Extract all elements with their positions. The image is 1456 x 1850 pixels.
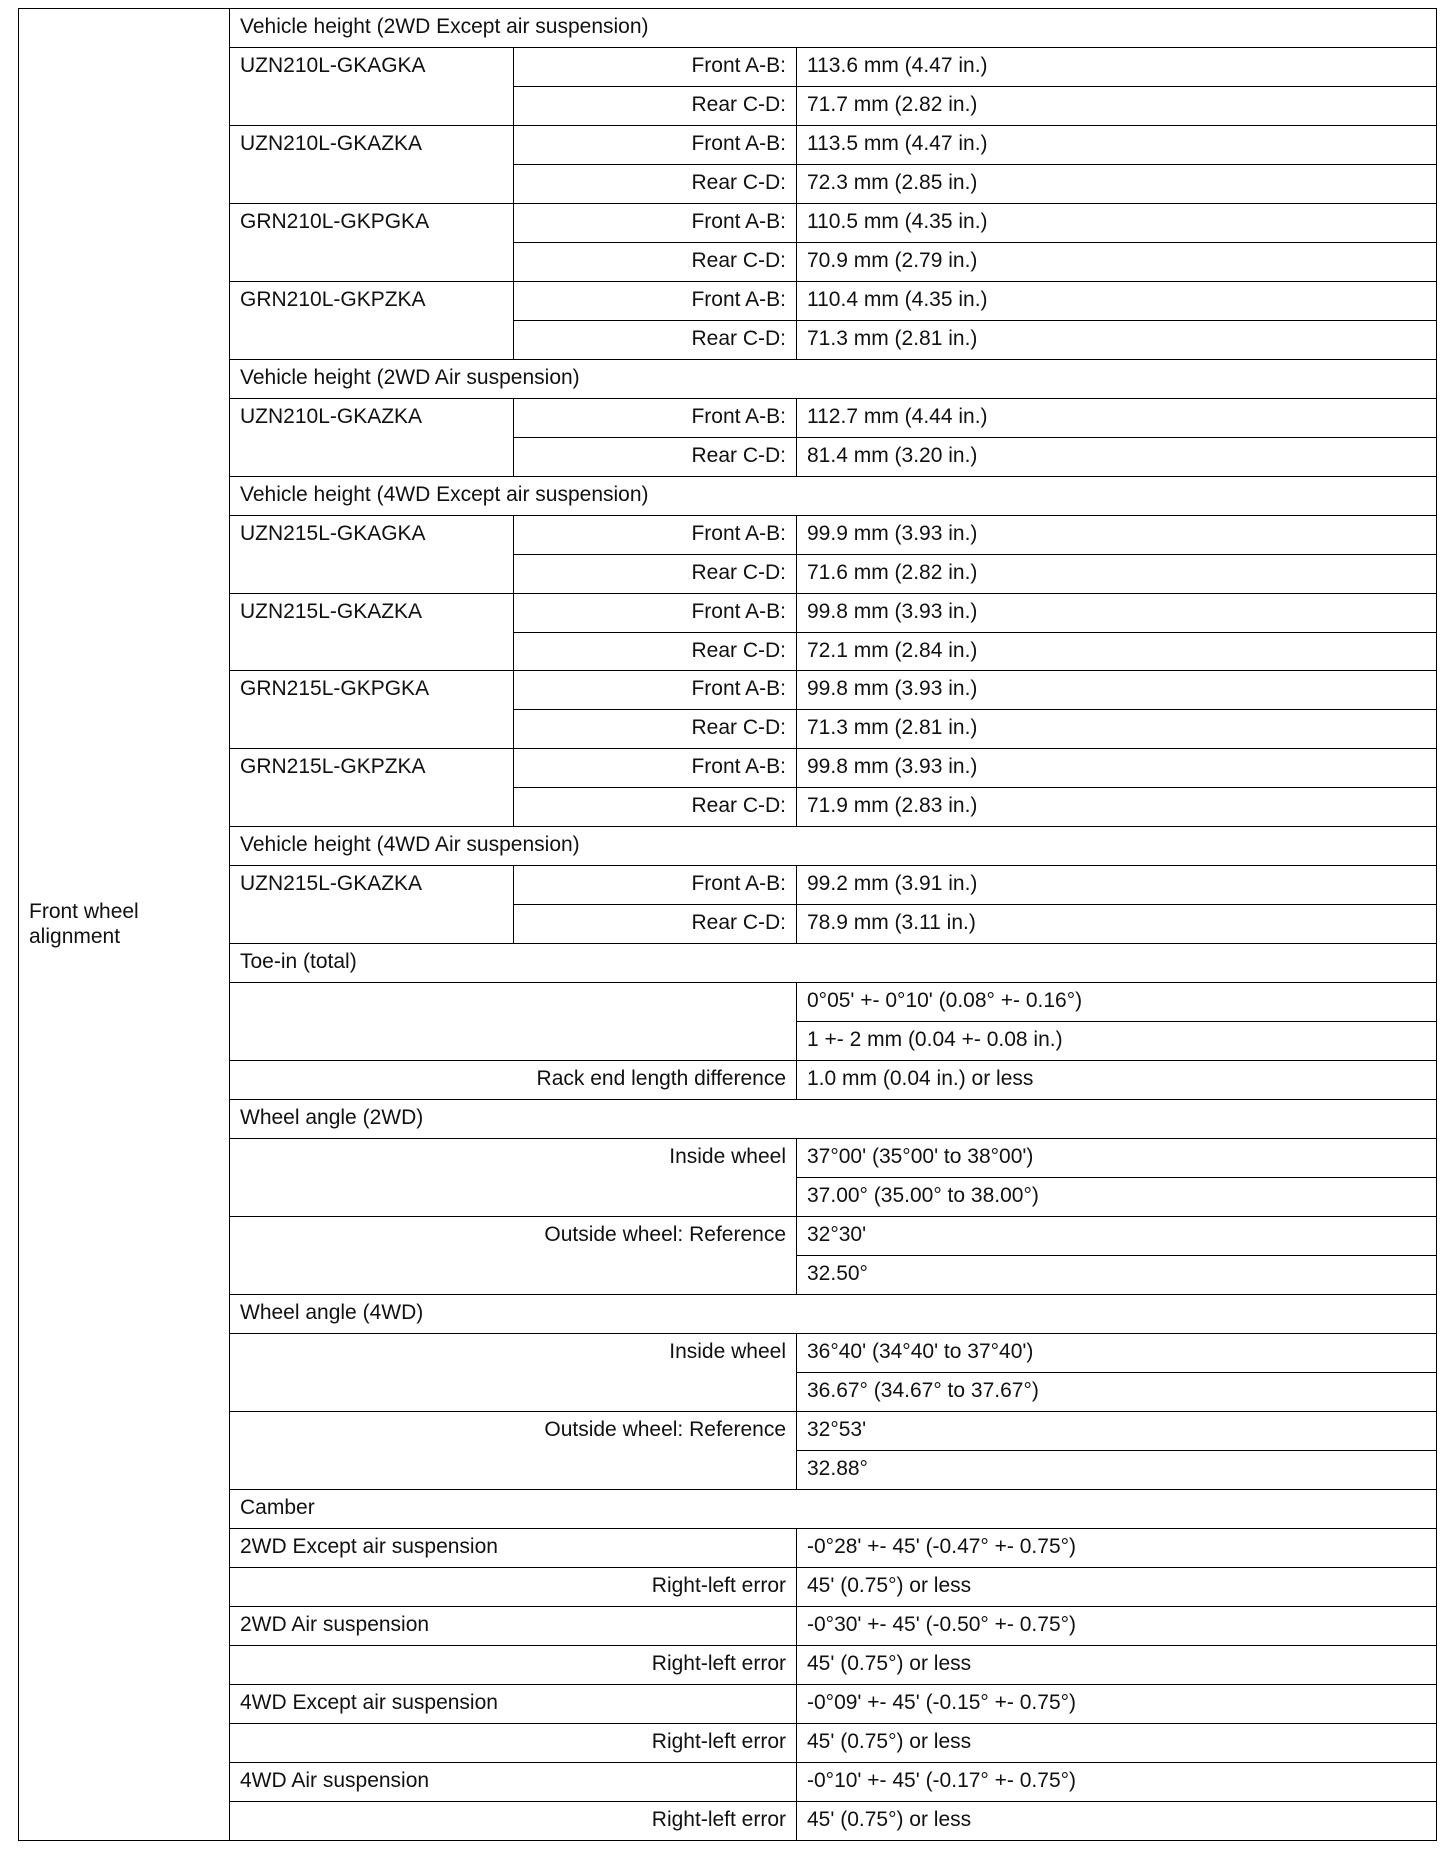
measure-label: Front A-B:: [514, 593, 797, 632]
measure-label: Front A-B:: [514, 47, 797, 86]
spec-table-body: [19, 9, 1437, 1841]
rack-end-label: Rack end length difference: [230, 1061, 797, 1100]
measure-label: Rear C-D:: [514, 242, 797, 281]
wheel-angle-title: Wheel angle (4WD): [230, 1294, 1437, 1333]
measure-label: Rear C-D:: [514, 905, 797, 944]
measure-label: Rear C-D:: [514, 164, 797, 203]
measure-value: 71.6 mm (2.82 in.): [797, 554, 1437, 593]
measure-value: 70.9 mm (2.79 in.): [797, 242, 1437, 281]
measure-label: Front A-B:: [514, 125, 797, 164]
measure-value: 110.4 mm (4.35 in.): [797, 281, 1437, 320]
rack-end-value: 1.0 mm (0.04 in.) or less: [797, 1061, 1437, 1100]
measure-value: 99.8 mm (3.93 in.): [797, 593, 1437, 632]
right-left-error-label: Right-left error: [230, 1567, 797, 1606]
measure-label: Rear C-D:: [514, 437, 797, 476]
right-left-error-value: 45' (0.75°) or less: [797, 1723, 1437, 1762]
measure-value: 99.8 mm (3.93 in.): [797, 749, 1437, 788]
model-code: UZN210L-GKAZKA: [230, 125, 514, 203]
right-left-error-label: Right-left error: [230, 1801, 797, 1840]
camber-variant-label: 2WD Air suspension: [230, 1606, 797, 1645]
table-row: [19, 398, 1437, 437]
camber-value: -0°30' +- 45' (-0.50° +- 0.75°): [797, 1606, 1437, 1645]
camber-variant-label: 2WD Except air suspension: [230, 1528, 797, 1567]
category-label: Front wheel alignment: [19, 9, 230, 1841]
camber-variant-label: 4WD Air suspension: [230, 1762, 797, 1801]
table-row: [19, 1528, 1437, 1567]
table-row: [19, 476, 1437, 515]
section-title: Vehicle height (2WD Except air suspension): [230, 9, 1437, 48]
table-row: [19, 1139, 1437, 1178]
model-code: GRN215L-GKPZKA: [230, 749, 514, 827]
camber-title: Camber: [230, 1489, 1437, 1528]
measure-value: 78.9 mm (3.11 in.): [797, 905, 1437, 944]
camber-value: -0°28' +- 45' (-0.47° +- 0.75°): [797, 1528, 1437, 1567]
inside-wheel-dms: 37°00' (35°00' to 38°00'): [797, 1139, 1437, 1178]
table-row: [19, 827, 1437, 866]
table-row: [19, 281, 1437, 320]
measure-value: 112.7 mm (4.44 in.): [797, 398, 1437, 437]
measure-label: Rear C-D:: [514, 320, 797, 359]
table-row: [19, 47, 1437, 86]
outside-wheel-decimal: 32.50°: [797, 1256, 1437, 1295]
inside-wheel-dms: 36°40' (34°40' to 37°40'): [797, 1333, 1437, 1372]
measure-value: 99.9 mm (3.93 in.): [797, 515, 1437, 554]
table-row: [19, 9, 1437, 48]
table-row: [19, 1061, 1437, 1100]
inside-wheel-label: Inside wheel: [230, 1333, 797, 1411]
table-row: [19, 359, 1437, 398]
inside-wheel-label: Inside wheel: [230, 1139, 797, 1217]
measure-label: Rear C-D:: [514, 710, 797, 749]
measure-value: 71.3 mm (2.81 in.): [797, 710, 1437, 749]
table-row: [19, 203, 1437, 242]
model-code: GRN215L-GKPGKA: [230, 671, 514, 749]
right-left-error-label: Right-left error: [230, 1723, 797, 1762]
measure-label: Rear C-D:: [514, 86, 797, 125]
table-row: [19, 1489, 1437, 1528]
toe-in-title: Toe-in (total): [230, 944, 1437, 983]
right-left-error-value: 45' (0.75°) or less: [797, 1567, 1437, 1606]
section-title: Vehicle height (4WD Air suspension): [230, 827, 1437, 866]
measure-label: Rear C-D:: [514, 788, 797, 827]
measure-value: 113.5 mm (4.47 in.): [797, 125, 1437, 164]
table-row: [19, 749, 1437, 788]
model-code: UZN210L-GKAZKA: [230, 398, 514, 476]
table-row: [19, 1606, 1437, 1645]
measure-label: Front A-B:: [514, 281, 797, 320]
section-title: Vehicle height (4WD Except air suspension): [230, 476, 1437, 515]
measure-value: 72.3 mm (2.85 in.): [797, 164, 1437, 203]
table-row: [19, 125, 1437, 164]
measure-label: Front A-B:: [514, 398, 797, 437]
measure-label: Front A-B:: [514, 749, 797, 788]
outside-wheel-decimal: 32.88°: [797, 1450, 1437, 1489]
right-left-error-label: Right-left error: [230, 1645, 797, 1684]
measure-label: Rear C-D:: [514, 632, 797, 671]
outside-wheel-label: Outside wheel: Reference: [230, 1217, 797, 1295]
measure-value: 99.2 mm (3.91 in.): [797, 866, 1437, 905]
measure-value: 99.8 mm (3.93 in.): [797, 671, 1437, 710]
model-code: UZN215L-GKAGKA: [230, 515, 514, 593]
table-row: [19, 866, 1437, 905]
table-row: [19, 1684, 1437, 1723]
measure-value: 71.9 mm (2.83 in.): [797, 788, 1437, 827]
measure-value: 110.5 mm (4.35 in.): [797, 203, 1437, 242]
camber-value: -0°10' +- 45' (-0.17° +- 0.75°): [797, 1762, 1437, 1801]
table-row: [19, 1801, 1437, 1840]
measure-label: Front A-B:: [514, 866, 797, 905]
model-code: GRN210L-GKPZKA: [230, 281, 514, 359]
measure-label: Rear C-D:: [514, 554, 797, 593]
measure-value: 72.1 mm (2.84 in.): [797, 632, 1437, 671]
table-row: [19, 1217, 1437, 1256]
right-left-error-value: 45' (0.75°) or less: [797, 1801, 1437, 1840]
model-code: UZN215L-GKAZKA: [230, 866, 514, 944]
camber-variant-label: 4WD Except air suspension: [230, 1684, 797, 1723]
table-row: [19, 1100, 1437, 1139]
table-row: [19, 593, 1437, 632]
inside-wheel-decimal: 37.00° (35.00° to 38.00°): [797, 1178, 1437, 1217]
model-code: UZN215L-GKAZKA: [230, 593, 514, 671]
measure-label: Front A-B:: [514, 671, 797, 710]
outside-wheel-dms: 32°53': [797, 1411, 1437, 1450]
model-code: UZN210L-GKAGKA: [230, 47, 514, 125]
measure-value: 113.6 mm (4.47 in.): [797, 47, 1437, 86]
outside-wheel-dms: 32°30': [797, 1217, 1437, 1256]
camber-value: -0°09' +- 45' (-0.15° +- 0.75°): [797, 1684, 1437, 1723]
table-row: [19, 1723, 1437, 1762]
wheel-angle-title: Wheel angle (2WD): [230, 1100, 1437, 1139]
right-left-error-value: 45' (0.75°) or less: [797, 1645, 1437, 1684]
toe-in-blank: [230, 983, 797, 1061]
section-title: Vehicle height (2WD Air suspension): [230, 359, 1437, 398]
inside-wheel-decimal: 36.67° (34.67° to 37.67°): [797, 1372, 1437, 1411]
table-row: [19, 1294, 1437, 1333]
table-row: [19, 1333, 1437, 1372]
table-row: [19, 1567, 1437, 1606]
measure-label: Front A-B:: [514, 515, 797, 554]
table-row: [19, 1411, 1437, 1450]
measure-label: Front A-B:: [514, 203, 797, 242]
table-row: [19, 983, 1437, 1022]
table-row: [19, 515, 1437, 554]
model-code: GRN210L-GKPGKA: [230, 203, 514, 281]
table-row: [19, 671, 1437, 710]
measure-value: 71.3 mm (2.81 in.): [797, 320, 1437, 359]
measure-value: 81.4 mm (3.20 in.): [797, 437, 1437, 476]
table-row: [19, 1645, 1437, 1684]
toe-in-mm: 1 +- 2 mm (0.04 +- 0.08 in.): [797, 1022, 1437, 1061]
outside-wheel-label: Outside wheel: Reference: [230, 1411, 797, 1489]
spec-table: [18, 8, 1437, 1841]
measure-value: 71.7 mm (2.82 in.): [797, 86, 1437, 125]
table-row: [19, 944, 1437, 983]
toe-in-degrees: 0°05' +- 0°10' (0.08° +- 0.16°): [797, 983, 1437, 1022]
table-row: [19, 1762, 1437, 1801]
